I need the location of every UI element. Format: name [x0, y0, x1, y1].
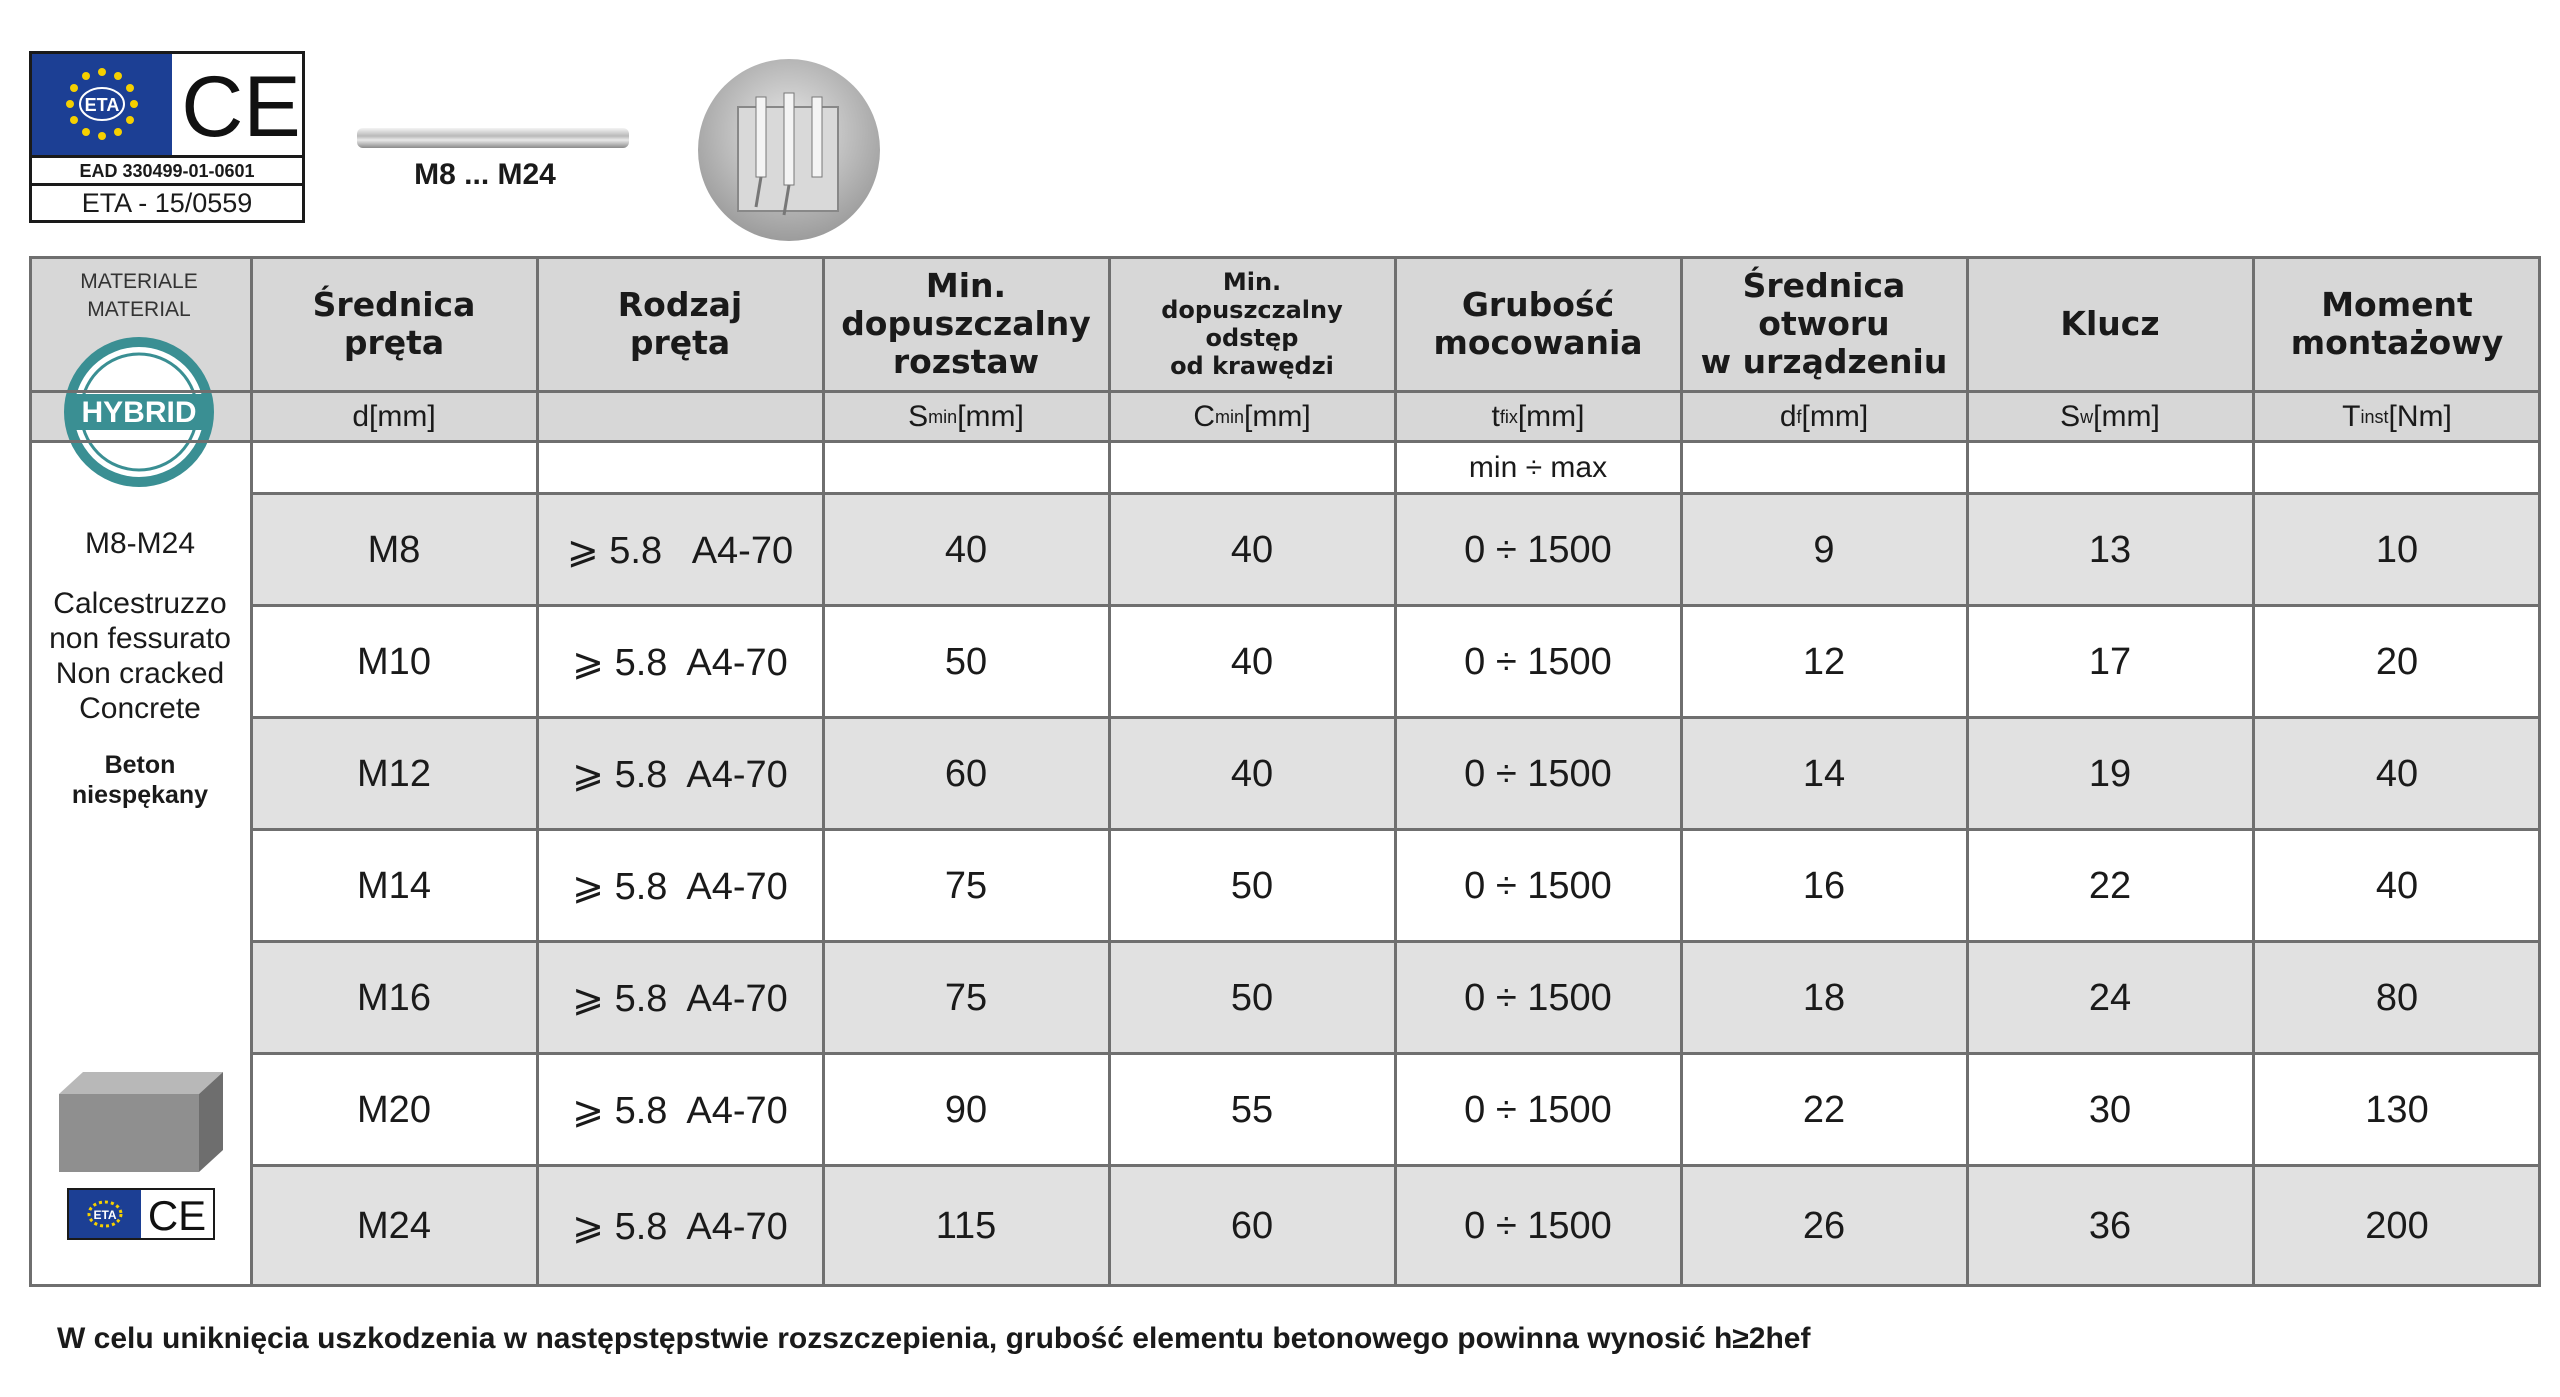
cell-fixture-thickness: 0 ÷ 1500 — [1464, 640, 1612, 683]
cell-rod-type: ⩾ 5.8 A4-70 — [566, 529, 794, 572]
cell-fixture-thickness: 0 ÷ 1500 — [1464, 528, 1612, 571]
anchor-install-icon — [696, 57, 882, 243]
cell-wrench-size: 19 — [2088, 752, 2132, 795]
cell-min-edge: 60 — [1230, 1204, 1274, 1247]
cell-wrench-size: 17 — [2088, 640, 2132, 683]
threaded-rod-image — [357, 128, 629, 148]
cell-min-spacing: 75 — [944, 976, 988, 1019]
cell-fixture-thickness: 0 ÷ 1500 — [1464, 1204, 1612, 1247]
cell-rod-type: ⩾ 5.8 A4-70 — [572, 977, 788, 1020]
cell-rod-size: M24 — [357, 1204, 431, 1247]
small-eta-text: ETA — [93, 1208, 117, 1222]
hybrid-badge-text: HYBRID — [81, 396, 197, 429]
cell-rod-type: ⩾ 5.8 A4-70 — [572, 1089, 788, 1132]
cell-wrench-size: 22 — [2088, 864, 2132, 907]
material-heading: MATERIALE MATERIAL — [80, 270, 198, 321]
cell-min-spacing: 90 — [944, 1088, 988, 1131]
cell-wrench-size: 24 — [2088, 976, 2132, 1019]
header-torque: Moment montażowy — [2253, 256, 2541, 392]
eu-flag-icon — [32, 54, 172, 155]
unit-empty — [537, 392, 823, 442]
unit-d: d [mm] — [251, 392, 537, 442]
cell-rod-type: ⩾ 5.8 A4-70 — [572, 641, 788, 684]
concrete-block-icon — [53, 1066, 229, 1181]
header-wrench: Klucz — [1967, 256, 2253, 392]
cell-min-edge: 40 — [1230, 640, 1274, 683]
cell-min-edge: 50 — [1230, 864, 1274, 907]
footnote: W celu uniknięcia uszkodzenia w następstępstwie rozszczepienia, grubość elementu betonowego powinna wynosić h≥2hef — [57, 1322, 1811, 1355]
cell-wrench-size: 13 — [2088, 528, 2132, 571]
cell-rod-type: ⩾ 5.8 A4-70 — [572, 753, 788, 796]
certification-badge — [29, 51, 305, 223]
cell-min-spacing: 40 — [944, 528, 988, 571]
cell-hole-diameter: 26 — [1802, 1204, 1846, 1247]
eta-logo-text: ETA — [84, 95, 120, 115]
cell-hole-diameter: 14 — [1802, 752, 1846, 795]
cell-hole-diameter: 18 — [1802, 976, 1846, 1019]
header-rod-type: Rodzaj pręta — [537, 256, 823, 392]
hybrid-badge — [63, 336, 215, 493]
rod-size-range: M8 ... M24 — [414, 158, 556, 191]
cell-rod-size: M12 — [357, 752, 431, 795]
cell-hole-diameter: 22 — [1802, 1088, 1846, 1131]
cell-wrench-size: 30 — [2088, 1088, 2132, 1131]
cell-min-spacing: 75 — [944, 864, 988, 907]
cell-torque: 20 — [2375, 640, 2419, 683]
cell-rod-type: ⩾ 5.8 A4-70 — [572, 1205, 788, 1248]
ead-code: EAD 330499-01-0601 — [32, 155, 302, 186]
unit-smin: S min [mm] — [823, 392, 1109, 442]
unit-tinst: T inst [Nm] — [2253, 392, 2541, 442]
fixture-range-label: min ÷ max — [1468, 451, 1608, 484]
cell-torque: 130 — [2365, 1088, 2429, 1131]
cell-torque: 40 — [2375, 752, 2419, 795]
cell-min-spacing: 50 — [944, 640, 988, 683]
cell-torque: 10 — [2375, 528, 2419, 571]
small-ce-text: CE — [147, 1192, 207, 1239]
header-fixture-thickness: Grubość mocowania — [1395, 256, 1681, 392]
header-min-edge-distance: Min. dopuszczalny odstęp od krawędzi — [1109, 256, 1395, 392]
ce-mark-text: CE — [182, 60, 300, 150]
cell-torque: 80 — [2375, 976, 2419, 1019]
cell-min-edge: 40 — [1230, 752, 1274, 795]
unit-cmin: C min [mm] — [1109, 392, 1395, 442]
cell-min-spacing: 60 — [944, 752, 988, 795]
cell-torque: 40 — [2375, 864, 2419, 907]
unit-sw: S w [mm] — [1967, 392, 2253, 442]
specification-table — [29, 256, 2541, 1286]
concrete-condition: Calcestruzzo non fessurato Non cracked Concrete — [49, 587, 231, 725]
small-eta-ce-badge — [67, 1188, 215, 1245]
cell-rod-type: ⩾ 5.8 A4-70 — [572, 865, 788, 908]
cell-min-spacing: 115 — [935, 1204, 997, 1247]
eta-number: ETA - 15/0559 — [81, 188, 253, 218]
header-min-spacing: Min. dopuszczalny rozstaw — [823, 256, 1109, 392]
cell-rod-size: M8 — [367, 528, 421, 571]
cell-min-edge: 55 — [1230, 1088, 1274, 1131]
cell-rod-size: M16 — [357, 976, 431, 1019]
cell-rod-size: M20 — [357, 1088, 431, 1131]
cell-fixture-thickness: 0 ÷ 1500 — [1464, 864, 1612, 907]
unit-df: d f [mm] — [1681, 392, 1967, 442]
ce-mark — [182, 60, 300, 150]
header-hole-diameter: Średnica otworu w urządzeniu — [1681, 256, 1967, 392]
cell-torque: 200 — [2365, 1204, 2429, 1247]
size-range: M8-M24 — [84, 527, 196, 560]
cell-min-edge: 50 — [1230, 976, 1274, 1019]
cell-hole-diameter: 12 — [1802, 640, 1846, 683]
cell-rod-size: M14 — [357, 864, 431, 907]
cell-rod-size: M10 — [357, 640, 431, 683]
cell-fixture-thickness: 0 ÷ 1500 — [1464, 976, 1612, 1019]
header-rod-diameter: Średnica pręta — [251, 256, 537, 392]
cell-hole-diameter: 9 — [1813, 528, 1835, 571]
cell-hole-diameter: 16 — [1802, 864, 1846, 907]
cell-fixture-thickness: 0 ÷ 1500 — [1464, 1088, 1612, 1131]
cell-fixture-thickness: 0 ÷ 1500 — [1464, 752, 1612, 795]
cell-min-edge: 40 — [1230, 528, 1274, 571]
cell-wrench-size: 36 — [2088, 1204, 2132, 1247]
concrete-condition-pl: Beton niespękany — [71, 751, 209, 809]
unit-tfix: t fix [mm] — [1395, 392, 1681, 442]
